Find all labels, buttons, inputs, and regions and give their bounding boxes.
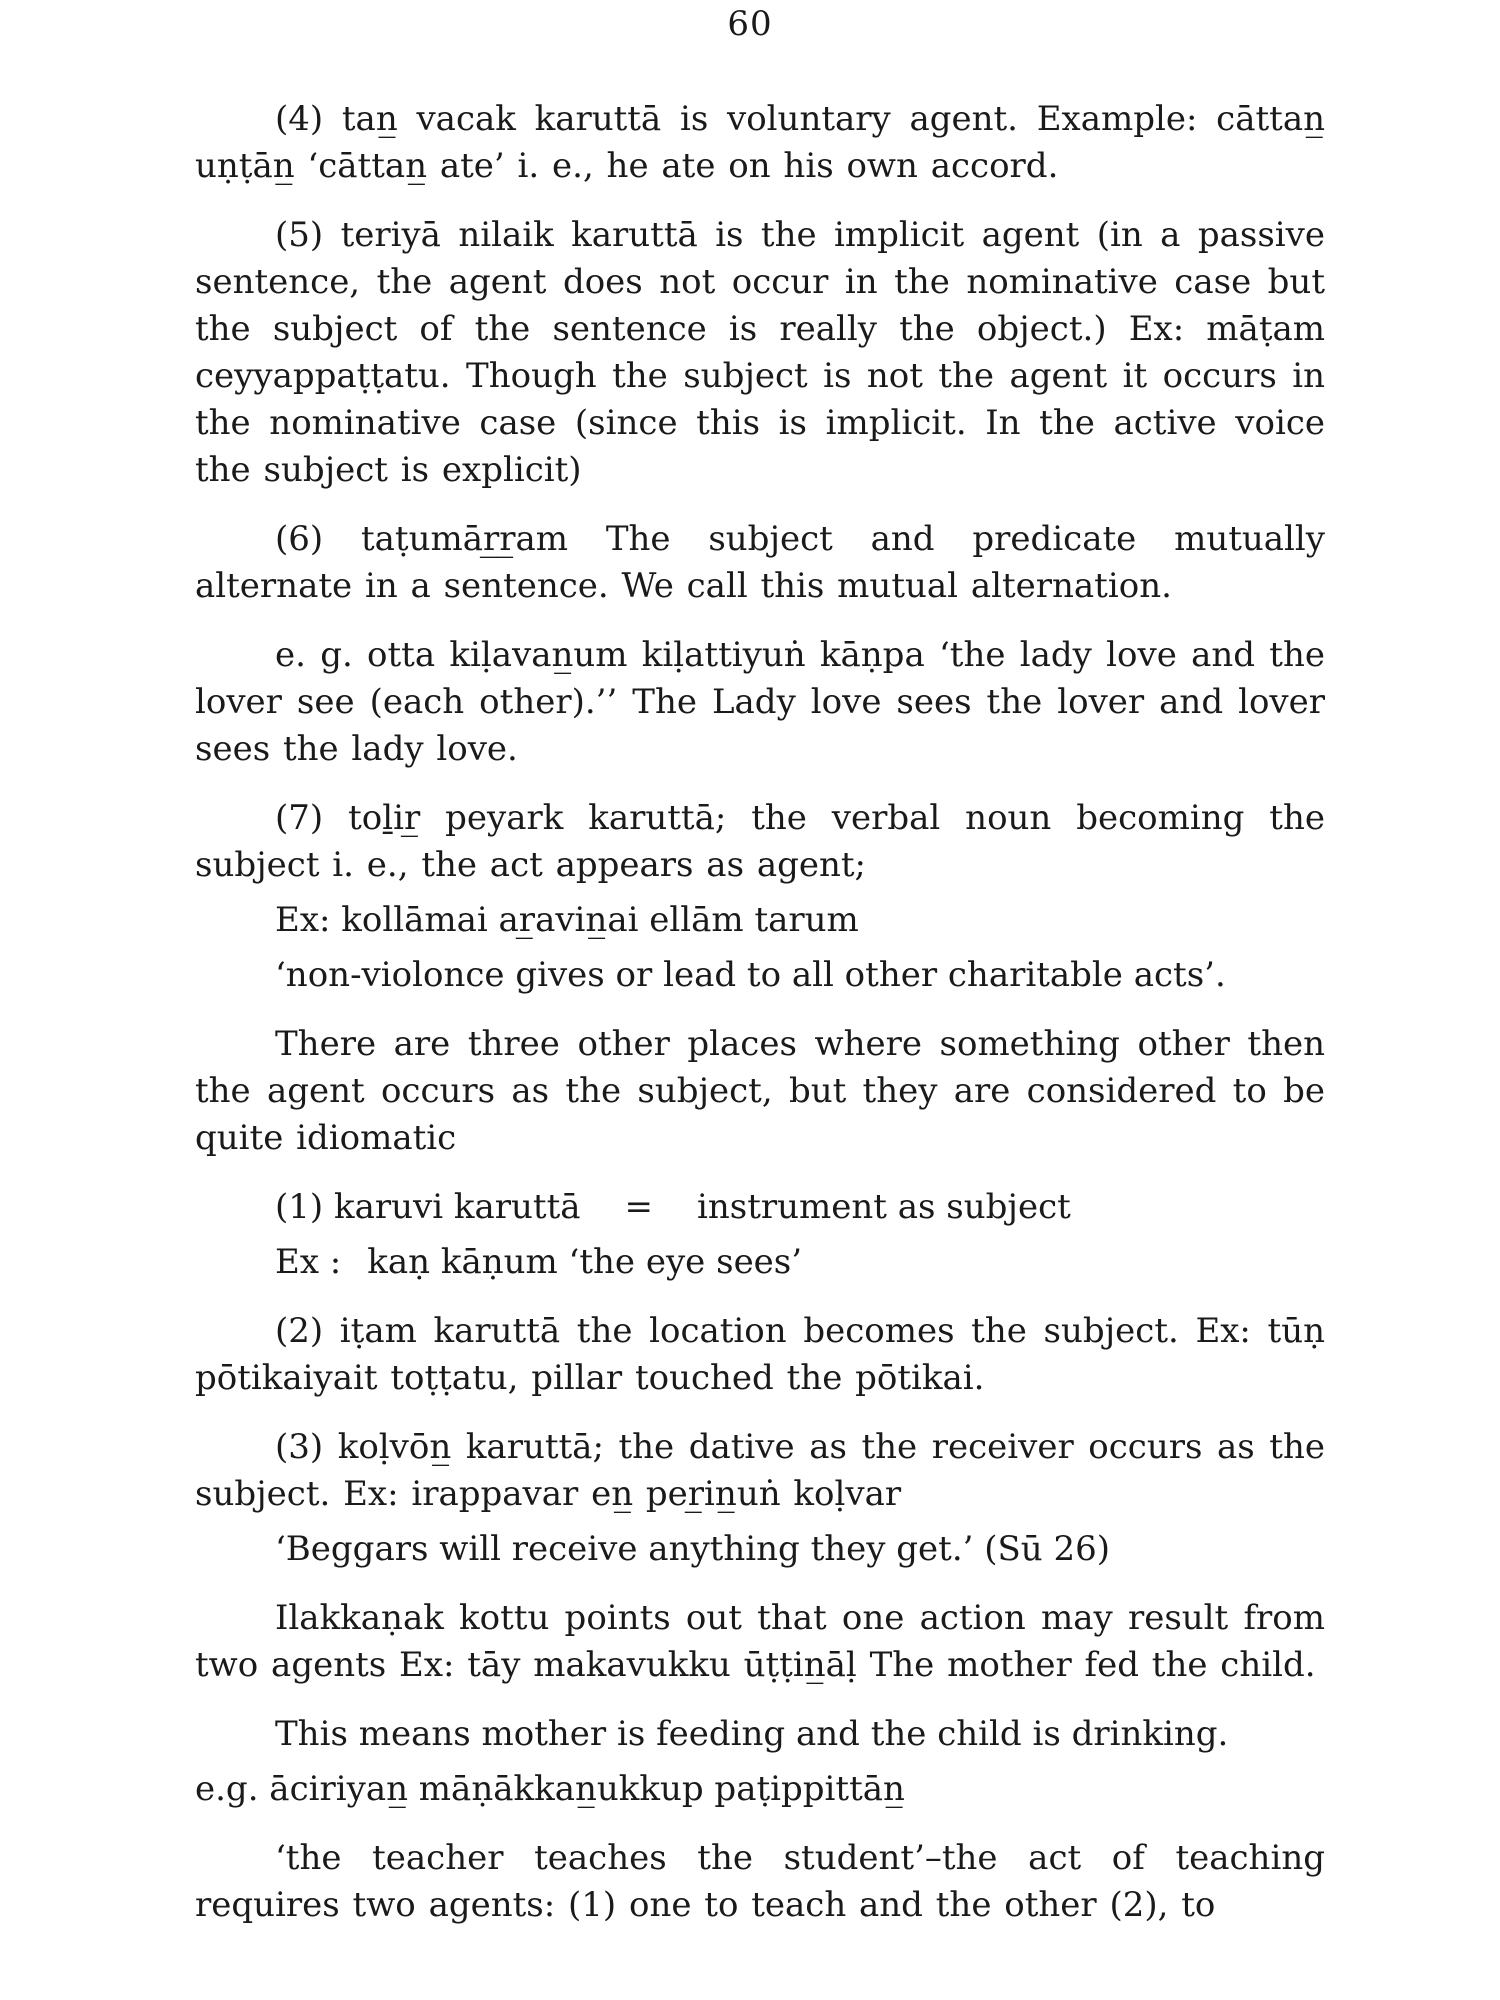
paragraph-mutual-alternation-example: e. g. otta kiḷavan̲um kiḷattiyuṅ kāṇpa ‘the lady love and the lover see (each other).’’ The Lady love sees the lover and lover sees the lady love. <box>195 635 1325 769</box>
instrument-example-line <box>195 1239 1325 1286</box>
paragraph-three-other-places: There are three other places where something other then the agent occurs as the subject, but they are considered to be quite idiomatic <box>195 1024 1325 1158</box>
paragraph-teacher-gloss: ‘the teacher teaches the student’–the act of teaching requires two agents: (1) one to teach and the other (2), to <box>195 1838 1325 1925</box>
page-body <box>195 96 1325 1951</box>
instrument-subject-label: (1) karuvi karuttā <box>275 1187 581 1227</box>
instrument-example-label: Ex : <box>275 1242 342 1282</box>
verbal-noun-gloss: ‘non-violonce gives or lead to all other charitable acts’. <box>275 955 1226 995</box>
feeding-explanation: This means mother is feeding and the child is drinking. <box>275 1714 1229 1754</box>
instrument-example: kaṇ kāṇum ‘the eye sees’ <box>367 1242 803 1282</box>
paragraph-dative-subject: (3) koḷvōn̲ karuttā; the dative as the receiver occurs as the subject. Ex: irappavar en̲ per̲in̲uṅ koḷvar <box>195 1427 1325 1514</box>
paragraph-location-subject: (2) iṭam karuttā the location becomes the subject. Ex: tūṇ pōtikaiyait toṭṭatu, pillar touched the pōtikai. <box>195 1311 1325 1398</box>
paragraph-implicit-agent: (5) teriyā nilaik karuttā is the implicit agent (in a passive sentence, the agent does not occur in the nominative case but the subject of the sentence is really the object.) Ex: māṭam ceyyappaṭṭatu. Though the subject is not the agent it occurs in the nominative case (since this is implicit. In the active voice the subject is explicit) <box>195 215 1325 490</box>
paragraph-voluntary-agent: (4) tan̲ vacak karuttā is voluntary agent. Example: cāttan̲ uṇṭān̲ ‘cāttan̲ ate’ i. e., he ate on his own accord. <box>195 99 1325 186</box>
verbal-noun-example: Ex: kollāmai ar̲avin̲ai ellām tarum <box>275 900 859 940</box>
instrument-subject-gloss: instrument as subject <box>697 1187 1071 1227</box>
dative-subject-gloss: ‘Beggars will receive anything they get.’ (Sū 26) <box>275 1529 1111 1569</box>
paragraph-two-agents: Ilakkaṇak kottu points out that one action may result from two agents Ex: tāy makavukku ūṭṭin̲āḷ The mother fed the child. <box>195 1598 1325 1685</box>
teacher-example: e.g. āciriyan̲ māṇākkan̲ukkup paṭippittān̲ <box>195 1769 905 1809</box>
paragraph-mutual-alternation: (6) taṭumār̲r̲am The subject and predicate mutually alternate in a sentence. We call this mutual alternation. <box>195 519 1325 606</box>
instrument-subject-line <box>195 1184 1325 1231</box>
page-number: 60 <box>727 4 773 44</box>
paragraph-verbal-noun-agent: (7) toḻir̲ peyark karuttā; the verbal noun becoming the subject i. e., the act appears as agent; <box>195 798 1325 885</box>
equals-sign: = <box>624 1187 654 1227</box>
